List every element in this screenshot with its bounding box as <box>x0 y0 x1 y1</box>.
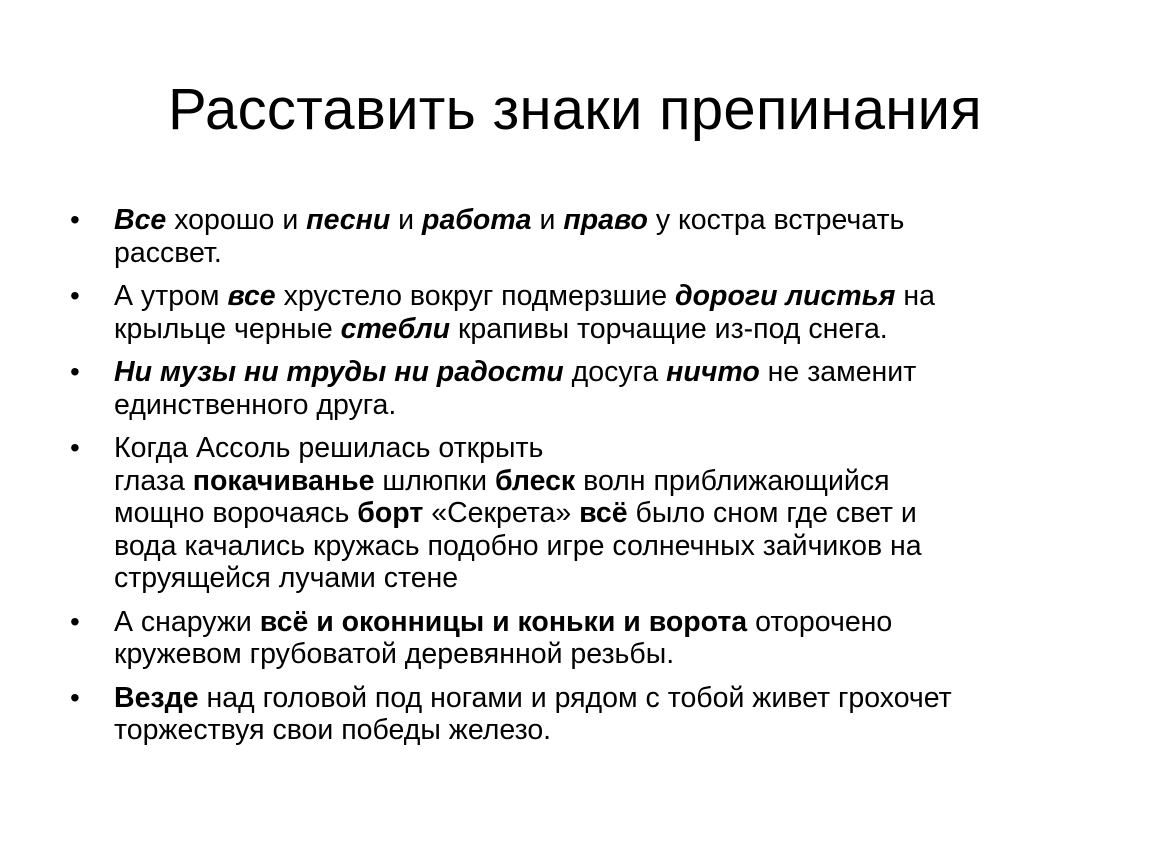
bullet-item <box>70 204 1060 269</box>
text-run: торжествуя свои победы железо. <box>114 714 552 746</box>
bullet-text-line <box>114 280 1060 313</box>
text-run: «Секрета» <box>423 497 580 529</box>
bullet-icon: • <box>70 356 80 387</box>
emphasized-word: ничто <box>666 356 760 388</box>
emphasized-word: блеск <box>494 464 576 497</box>
text-run: над головой под ногами и рядом с тобой живет грохочет <box>198 681 952 714</box>
emphasized-word: все <box>227 280 276 312</box>
emphasized-word: работа <box>422 204 532 236</box>
bullet-icon: • <box>70 681 80 713</box>
text-run: и <box>390 204 423 236</box>
bullet-text-line <box>114 682 1060 715</box>
bullet-text-line <box>114 606 1060 639</box>
text-run: крыльце черные <box>114 312 341 345</box>
text-run: единственного друга. <box>114 388 397 421</box>
bullet-item <box>70 280 1060 345</box>
emphasized-word: песни <box>306 204 391 236</box>
text-run: струящейся лучами стене <box>114 562 459 594</box>
emphasized-word: Ни музы ни труды ни радости <box>114 356 564 388</box>
bullet-text-line <box>114 714 1060 747</box>
text-run: хрустело вокруг подмерзшие <box>275 280 676 312</box>
bullet-text-line <box>114 313 1060 346</box>
bullet-list <box>70 204 1060 758</box>
emphasized-word: всё и оконницы и коньки и ворота <box>259 605 748 638</box>
bullet-item <box>70 682 1060 747</box>
text-run: вода качались кружась подобно игре солнечных зайчиков на <box>114 529 922 562</box>
text-run: мощно ворочаясь <box>114 497 358 529</box>
text-run: не заменит <box>759 356 917 388</box>
text-run: и <box>531 204 564 236</box>
emphasized-word: Везде <box>114 681 199 714</box>
bullet-text-line <box>114 562 1060 595</box>
bullet-item <box>70 432 1060 595</box>
text-run: у костра встречать <box>647 204 905 236</box>
bullet-icon: • <box>70 280 80 311</box>
text-run: оторочено <box>747 605 893 638</box>
bullet-icon: • <box>70 432 80 463</box>
text-run: А утром <box>114 280 228 312</box>
emphasized-word: право <box>563 204 648 236</box>
text-run: А снаружи <box>114 605 260 638</box>
text-run: глаза <box>114 464 193 497</box>
bullet-icon: • <box>70 605 80 637</box>
text-run: хорошо и <box>166 204 307 236</box>
bullet-text-line <box>114 638 1060 671</box>
bullet-text-line <box>114 389 1060 422</box>
emphasized-word: дороги листья <box>675 280 896 312</box>
text-run: кружевом грубоватой деревянной резьбы. <box>114 638 675 670</box>
text-run: досуга <box>563 356 667 388</box>
slide-title: Расставить знаки препинания <box>167 77 982 142</box>
text-run: волн приближающийся <box>575 464 890 497</box>
bullet-item <box>70 356 1060 421</box>
bullet-text-line <box>114 497 1060 530</box>
bullet-text-line <box>114 237 1060 270</box>
bullet-item <box>70 606 1060 671</box>
bullet-text-line <box>114 356 1060 389</box>
text-run: рассвет. <box>114 236 222 269</box>
emphasized-word: всё <box>579 497 628 529</box>
bullet-text-line <box>114 432 1060 465</box>
bullet-icon: • <box>70 204 80 235</box>
emphasized-word: Все <box>114 204 167 236</box>
bullet-text-line <box>114 530 1060 563</box>
text-run: шлюпки <box>374 464 495 497</box>
emphasized-word: борт <box>357 497 424 529</box>
text-run: крапивы торчащие из-под снега. <box>450 312 888 345</box>
text-run: было сном где свет и <box>627 497 917 529</box>
bullet-text-line <box>114 465 1060 498</box>
text-run: Когда Ассоль решилась открыть <box>114 432 544 464</box>
emphasized-word: покачиванье <box>192 464 375 497</box>
bullet-text-line <box>114 204 1060 237</box>
emphasized-word: стебли <box>340 312 451 345</box>
text-run: на <box>895 280 935 312</box>
